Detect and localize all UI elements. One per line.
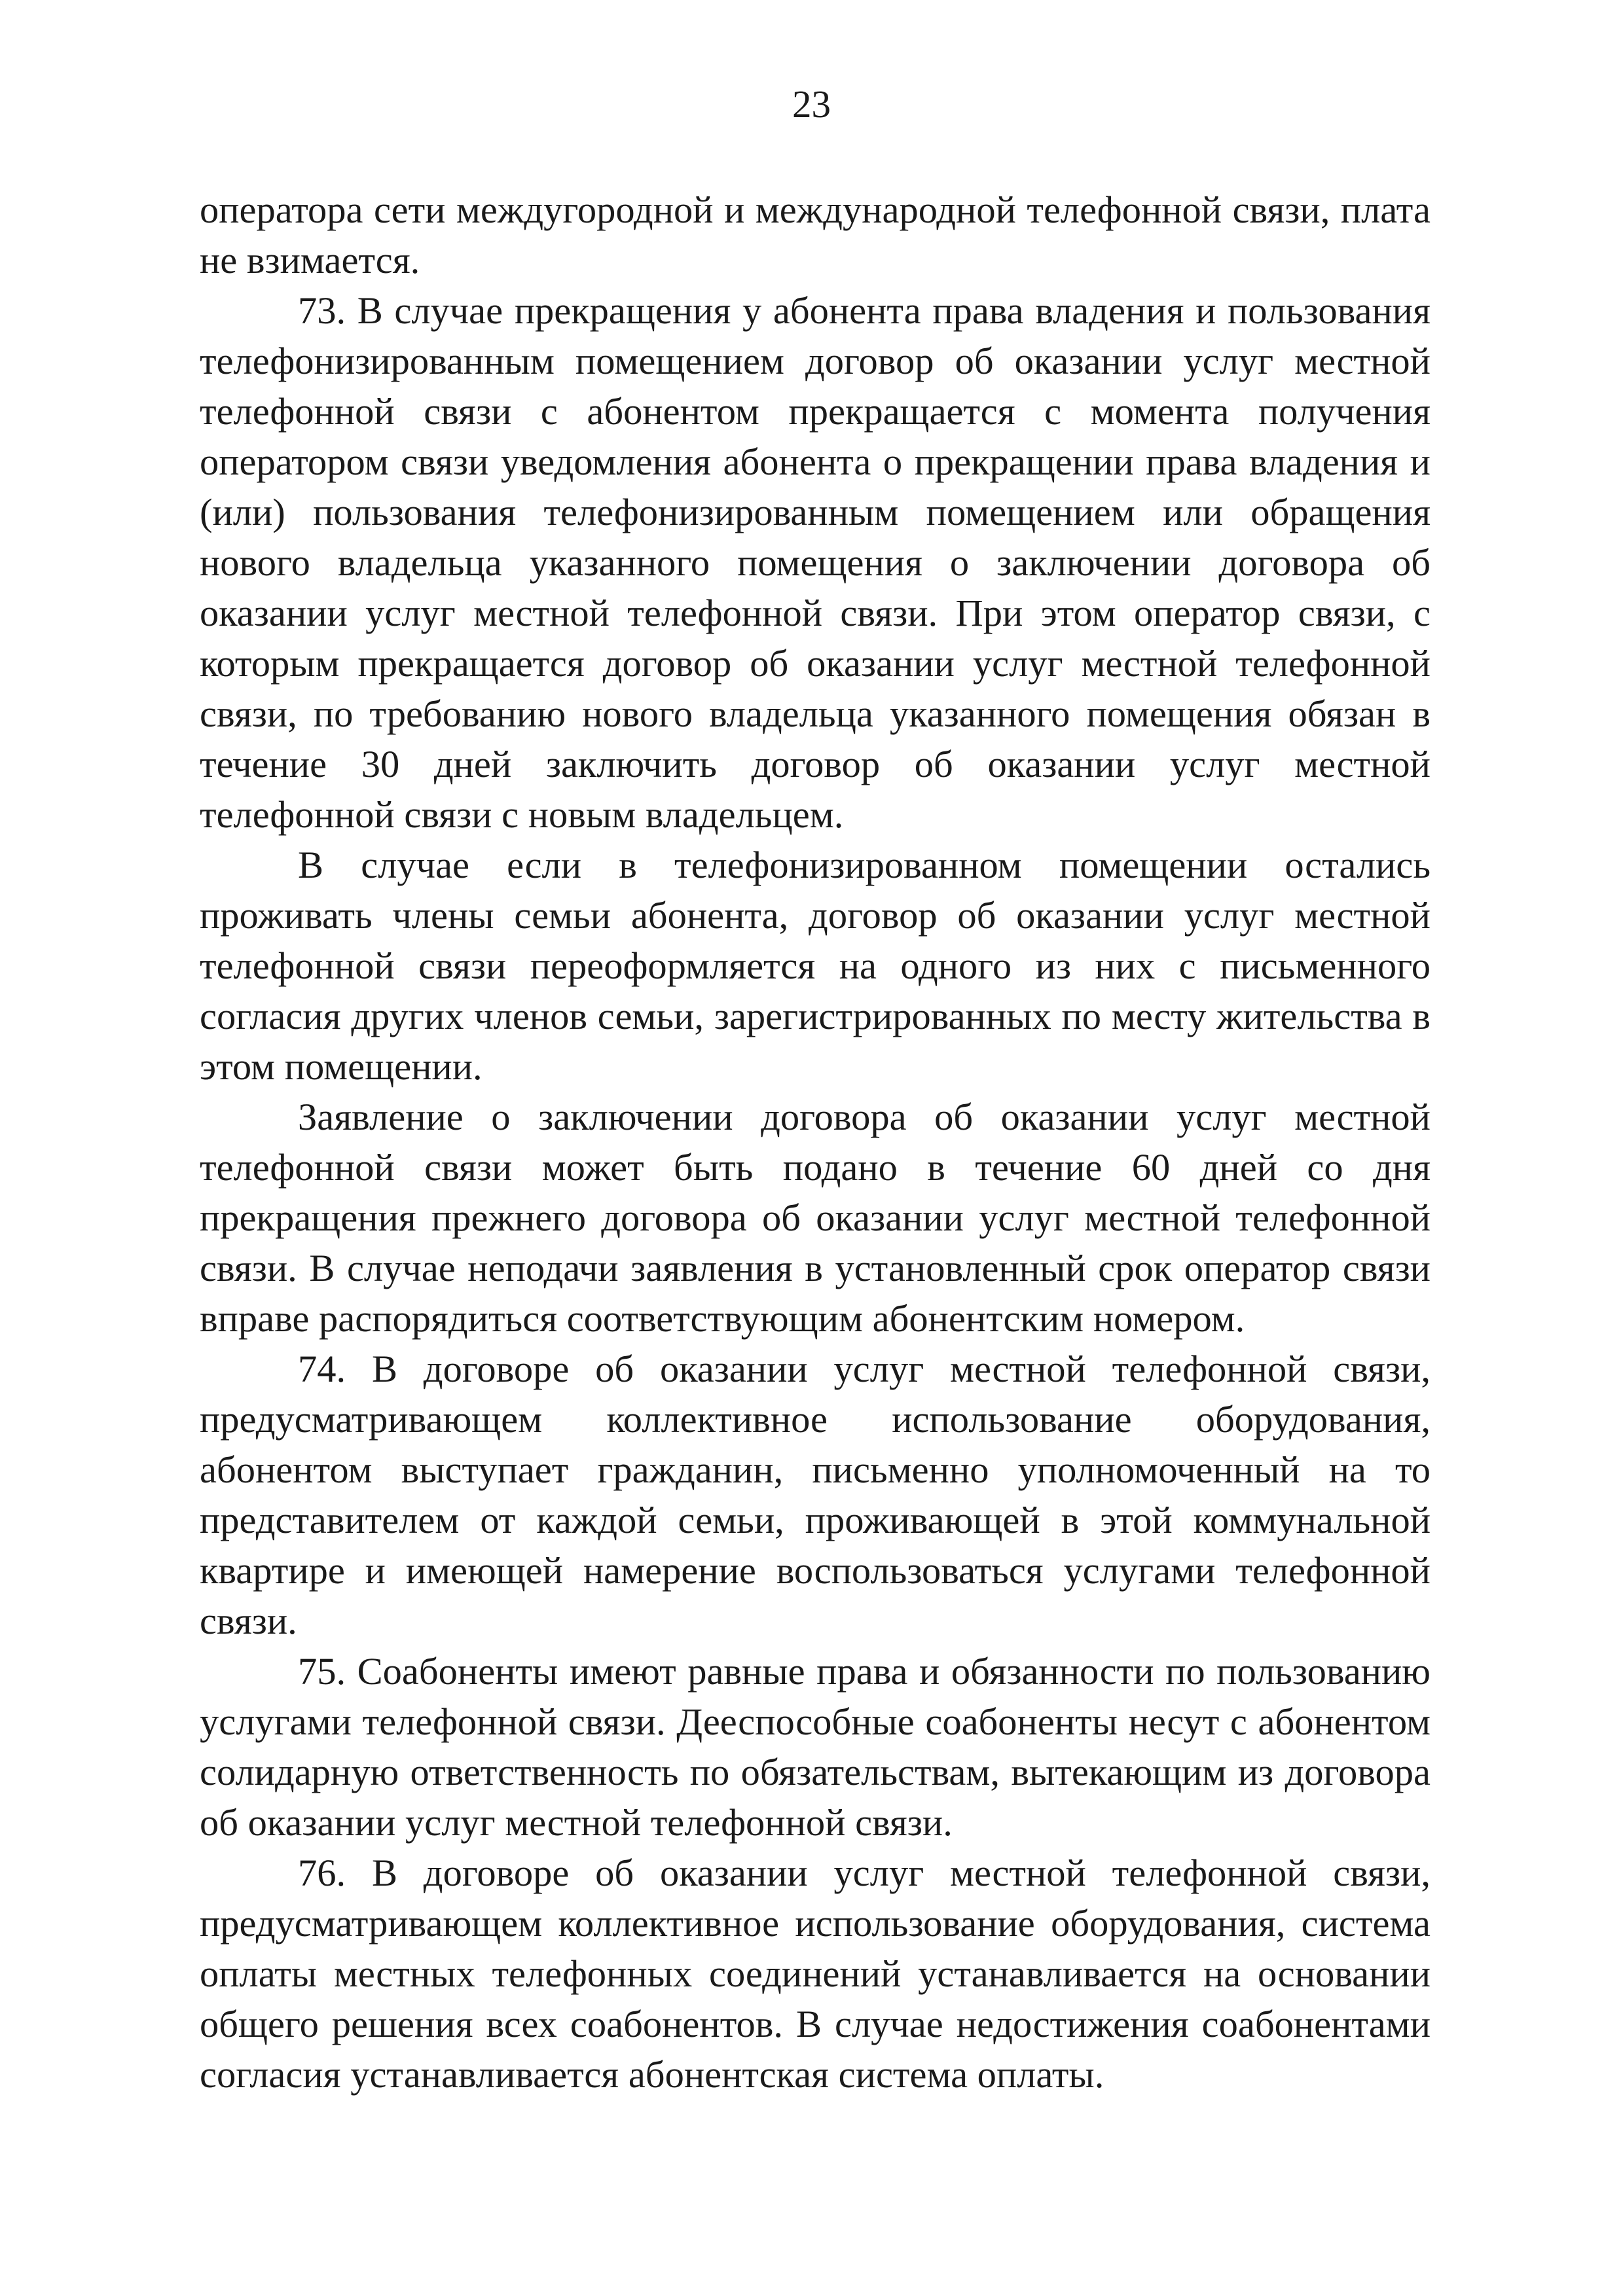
document-body xyxy=(200,185,1431,2100)
paragraph-item-73: 73. В случае прекращения у абонента права владения и пользования телефонизированным помещением договор об оказании услуг местной телефонной связи с абонентом прекращается с момента получения оператором связи уведомления абонента о прекращении права владения и (или) пользования телефонизированным помещением или обращения нового владельца указанного помещения о заключении договора об оказании услуг местной телефонной связи. При этом оператор связи, с которым прекращается договор об оказании услуг местной телефонной связи, по требованию нового владельца указанного помещения обязан в течение 30 дней заключить договор об оказании услуг местной телефонной связи с новым владельцем. xyxy=(200,289,1431,836)
paragraph-family-members: В случае если в телефонизированном помещении остались проживать члены семьи абонента, договор об оказании услуг местной телефонной связи переоформляется на одного из них с письменного согласия других членов семьи, зарегистрированных по месту жительства в этом помещении. xyxy=(200,844,1431,1088)
paragraph-item-74: 74. В договоре об оказании услуг местной телефонной связи, предусматривающем коллективное использование оборудования, абонентом выступает гражданин, письменно уполномоченный на то представителем от каждой семьи, проживающей в этой коммунальной квартире и имеющей намерение воспользоваться услугами телефонной связи. xyxy=(200,1348,1431,1642)
paragraph-continuation: оператора сети междугородной и международной телефонной связи, плата не взимается. xyxy=(200,188,1431,281)
paragraph-item-76: 76. В договоре об оказании услуг местной телефонной связи, предусматривающем коллективное использование оборудования, система оплаты местных телефонных соединений устанавливается на основании общего решения всех соабонентов. В случае недостижения соабонентами согласия устанавливается абонентская система оплаты. xyxy=(200,1852,1431,2096)
paragraph-item-75: 75. Соабоненты имеют равные права и обязанности по пользованию услугами телефонной связи. Дееспособные соабоненты несут с абонентом солидарную ответственность по обязательствам, вытекающим из договора об оказании услуг местной телефонной связи. xyxy=(200,1650,1431,1844)
paragraph-application-deadline: Заявление о заключении договора об оказании услуг местной телефонной связи может быть подано в течение 60 дней со дня прекращения прежнего договора об оказании услуг местной телефонной связи. В случае неподачи заявления в установленный срок оператор связи вправе распорядиться соответствующим абонентским номером. xyxy=(200,1096,1431,1340)
page-number: 23 xyxy=(792,82,831,126)
